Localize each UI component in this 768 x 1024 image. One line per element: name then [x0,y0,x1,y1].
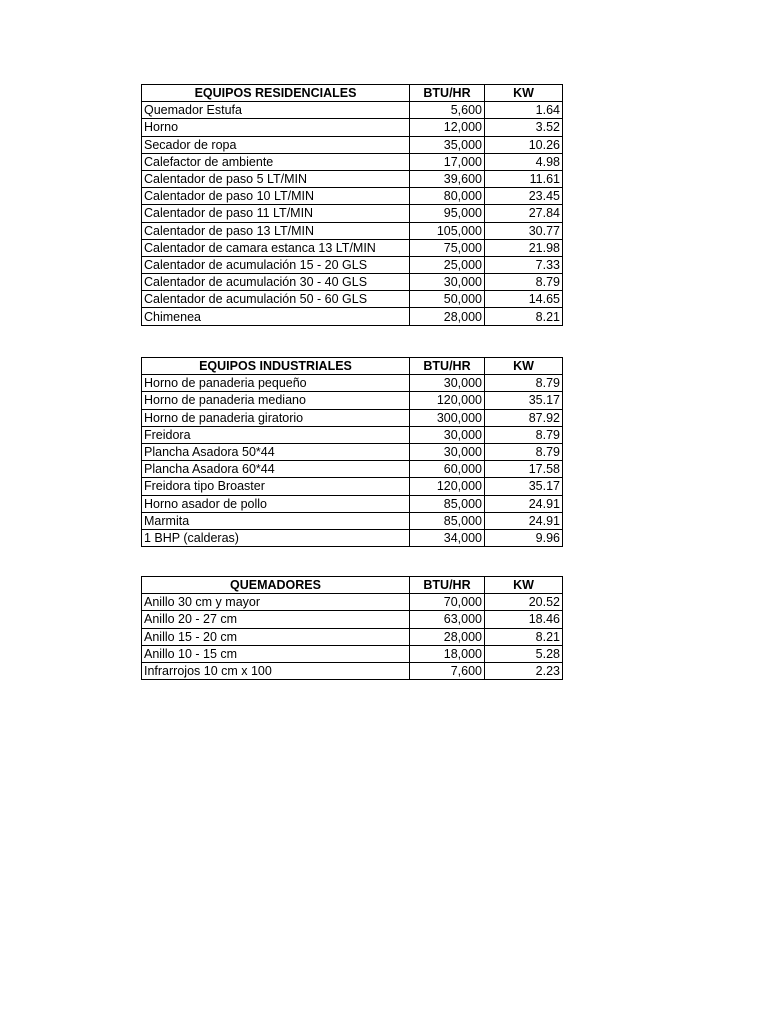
kw-value-cell: 8.79 [485,375,563,392]
table-row [142,611,563,628]
equipment-name-cell: Calentador de acumulación 30 - 40 GLS [142,274,410,291]
btu-value-cell: 35,000 [410,136,485,153]
btu-value-cell: 34,000 [410,529,485,546]
column-header-kw: KW [485,85,563,102]
table-row [142,136,563,153]
table-row [142,375,563,392]
table-header-row [142,577,563,594]
btu-value-cell: 28,000 [410,308,485,325]
table-row [142,222,563,239]
table-row [142,443,563,460]
btu-value-cell: 80,000 [410,188,485,205]
kw-value-cell: 2.23 [485,662,563,679]
btu-value-cell: 28,000 [410,628,485,645]
kw-value-cell: 18.46 [485,611,563,628]
table-row [142,119,563,136]
kw-value-cell: 20.52 [485,594,563,611]
table-row [142,291,563,308]
btu-value-cell: 300,000 [410,409,485,426]
kw-value-cell: 24.91 [485,495,563,512]
table-row [142,594,563,611]
equipment-name-cell: Marmita [142,512,410,529]
equipment-name-cell: Chimenea [142,308,410,325]
residential-equipment-table [141,84,563,326]
equipment-name-cell: Calentador de paso 5 LT/MIN [142,170,410,187]
kw-value-cell: 3.52 [485,119,563,136]
table-row [142,274,563,291]
equipment-name-cell: Infrarrojos 10 cm x 100 [142,662,410,679]
kw-value-cell: 9.96 [485,529,563,546]
table-row [142,409,563,426]
equipment-name-cell: Calentador de acumulación 50 - 60 GLS [142,291,410,308]
burners-table [141,576,563,680]
column-header-equipment: EQUIPOS INDUSTRIALES [142,358,410,375]
equipment-name-cell: Anillo 30 cm y mayor [142,594,410,611]
kw-value-cell: 5.28 [485,645,563,662]
equipment-name-cell: Horno asador de pollo [142,495,410,512]
equipment-name-cell: Horno [142,119,410,136]
btu-value-cell: 39,600 [410,170,485,187]
equipment-name-cell: Horno de panaderia mediano [142,392,410,409]
industrial-equipment-table [141,357,563,547]
kw-value-cell: 87.92 [485,409,563,426]
kw-value-cell: 17.58 [485,461,563,478]
column-header-kw: KW [485,577,563,594]
equipment-name-cell: 1 BHP (calderas) [142,529,410,546]
btu-value-cell: 70,000 [410,594,485,611]
kw-value-cell: 27.84 [485,205,563,222]
btu-value-cell: 5,600 [410,102,485,119]
kw-value-cell: 8.79 [485,426,563,443]
table-row [142,426,563,443]
kw-value-cell: 21.98 [485,239,563,256]
kw-value-cell: 1.64 [485,102,563,119]
btu-value-cell: 50,000 [410,291,485,308]
table-row [142,495,563,512]
table-row [142,662,563,679]
equipment-name-cell: Quemador Estufa [142,102,410,119]
column-header-equipment: EQUIPOS RESIDENCIALES [142,85,410,102]
equipment-name-cell: Calentador de paso 10 LT/MIN [142,188,410,205]
table-row [142,308,563,325]
table-row [142,478,563,495]
kw-value-cell: 8.21 [485,628,563,645]
equipment-name-cell: Horno de panaderia pequeño [142,375,410,392]
table-row [142,392,563,409]
equipment-name-cell: Plancha Asadora 50*44 [142,443,410,460]
column-header-equipment: QUEMADORES [142,577,410,594]
btu-value-cell: 30,000 [410,274,485,291]
equipment-name-cell: Freidora [142,426,410,443]
kw-value-cell: 8.79 [485,443,563,460]
kw-value-cell: 8.21 [485,308,563,325]
kw-value-cell: 14.65 [485,291,563,308]
column-header-btu: BTU/HR [410,577,485,594]
btu-value-cell: 30,000 [410,426,485,443]
table-row [142,239,563,256]
btu-value-cell: 105,000 [410,222,485,239]
kw-value-cell: 30.77 [485,222,563,239]
table-row [142,102,563,119]
equipment-name-cell: Calefactor de ambiente [142,153,410,170]
column-header-btu: BTU/HR [410,85,485,102]
equipment-name-cell: Calentador de paso 11 LT/MIN [142,205,410,222]
btu-value-cell: 7,600 [410,662,485,679]
equipment-name-cell: Plancha Asadora 60*44 [142,461,410,478]
btu-value-cell: 85,000 [410,512,485,529]
table-row [142,512,563,529]
btu-value-cell: 60,000 [410,461,485,478]
equipment-name-cell: Freidora tipo Broaster [142,478,410,495]
column-header-btu: BTU/HR [410,358,485,375]
table-row [142,205,563,222]
equipment-name-cell: Anillo 10 - 15 cm [142,645,410,662]
btu-value-cell: 120,000 [410,478,485,495]
kw-value-cell: 35.17 [485,478,563,495]
equipment-name-cell: Anillo 20 - 27 cm [142,611,410,628]
equipment-name-cell: Horno de panaderia giratorio [142,409,410,426]
btu-value-cell: 12,000 [410,119,485,136]
kw-value-cell: 8.79 [485,274,563,291]
table-row [142,153,563,170]
btu-value-cell: 120,000 [410,392,485,409]
kw-value-cell: 23.45 [485,188,563,205]
table-header-row [142,85,563,102]
equipment-name-cell: Calentador de acumulación 15 - 20 GLS [142,256,410,273]
table-row [142,188,563,205]
btu-value-cell: 75,000 [410,239,485,256]
column-header-kw: KW [485,358,563,375]
kw-value-cell: 35.17 [485,392,563,409]
btu-value-cell: 25,000 [410,256,485,273]
table-row [142,170,563,187]
kw-value-cell: 11.61 [485,170,563,187]
table-row [142,628,563,645]
kw-value-cell: 10.26 [485,136,563,153]
kw-value-cell: 7.33 [485,256,563,273]
btu-value-cell: 85,000 [410,495,485,512]
btu-value-cell: 30,000 [410,375,485,392]
btu-value-cell: 95,000 [410,205,485,222]
btu-value-cell: 18,000 [410,645,485,662]
kw-value-cell: 24.91 [485,512,563,529]
kw-value-cell: 4.98 [485,153,563,170]
equipment-name-cell: Secador de ropa [142,136,410,153]
table-row [142,529,563,546]
btu-value-cell: 30,000 [410,443,485,460]
btu-value-cell: 17,000 [410,153,485,170]
equipment-name-cell: Anillo 15 - 20 cm [142,628,410,645]
table-row [142,256,563,273]
table-row [142,461,563,478]
table-header-row [142,358,563,375]
equipment-name-cell: Calentador de paso 13 LT/MIN [142,222,410,239]
equipment-name-cell: Calentador de camara estanca 13 LT/MIN [142,239,410,256]
btu-value-cell: 63,000 [410,611,485,628]
table-row [142,645,563,662]
